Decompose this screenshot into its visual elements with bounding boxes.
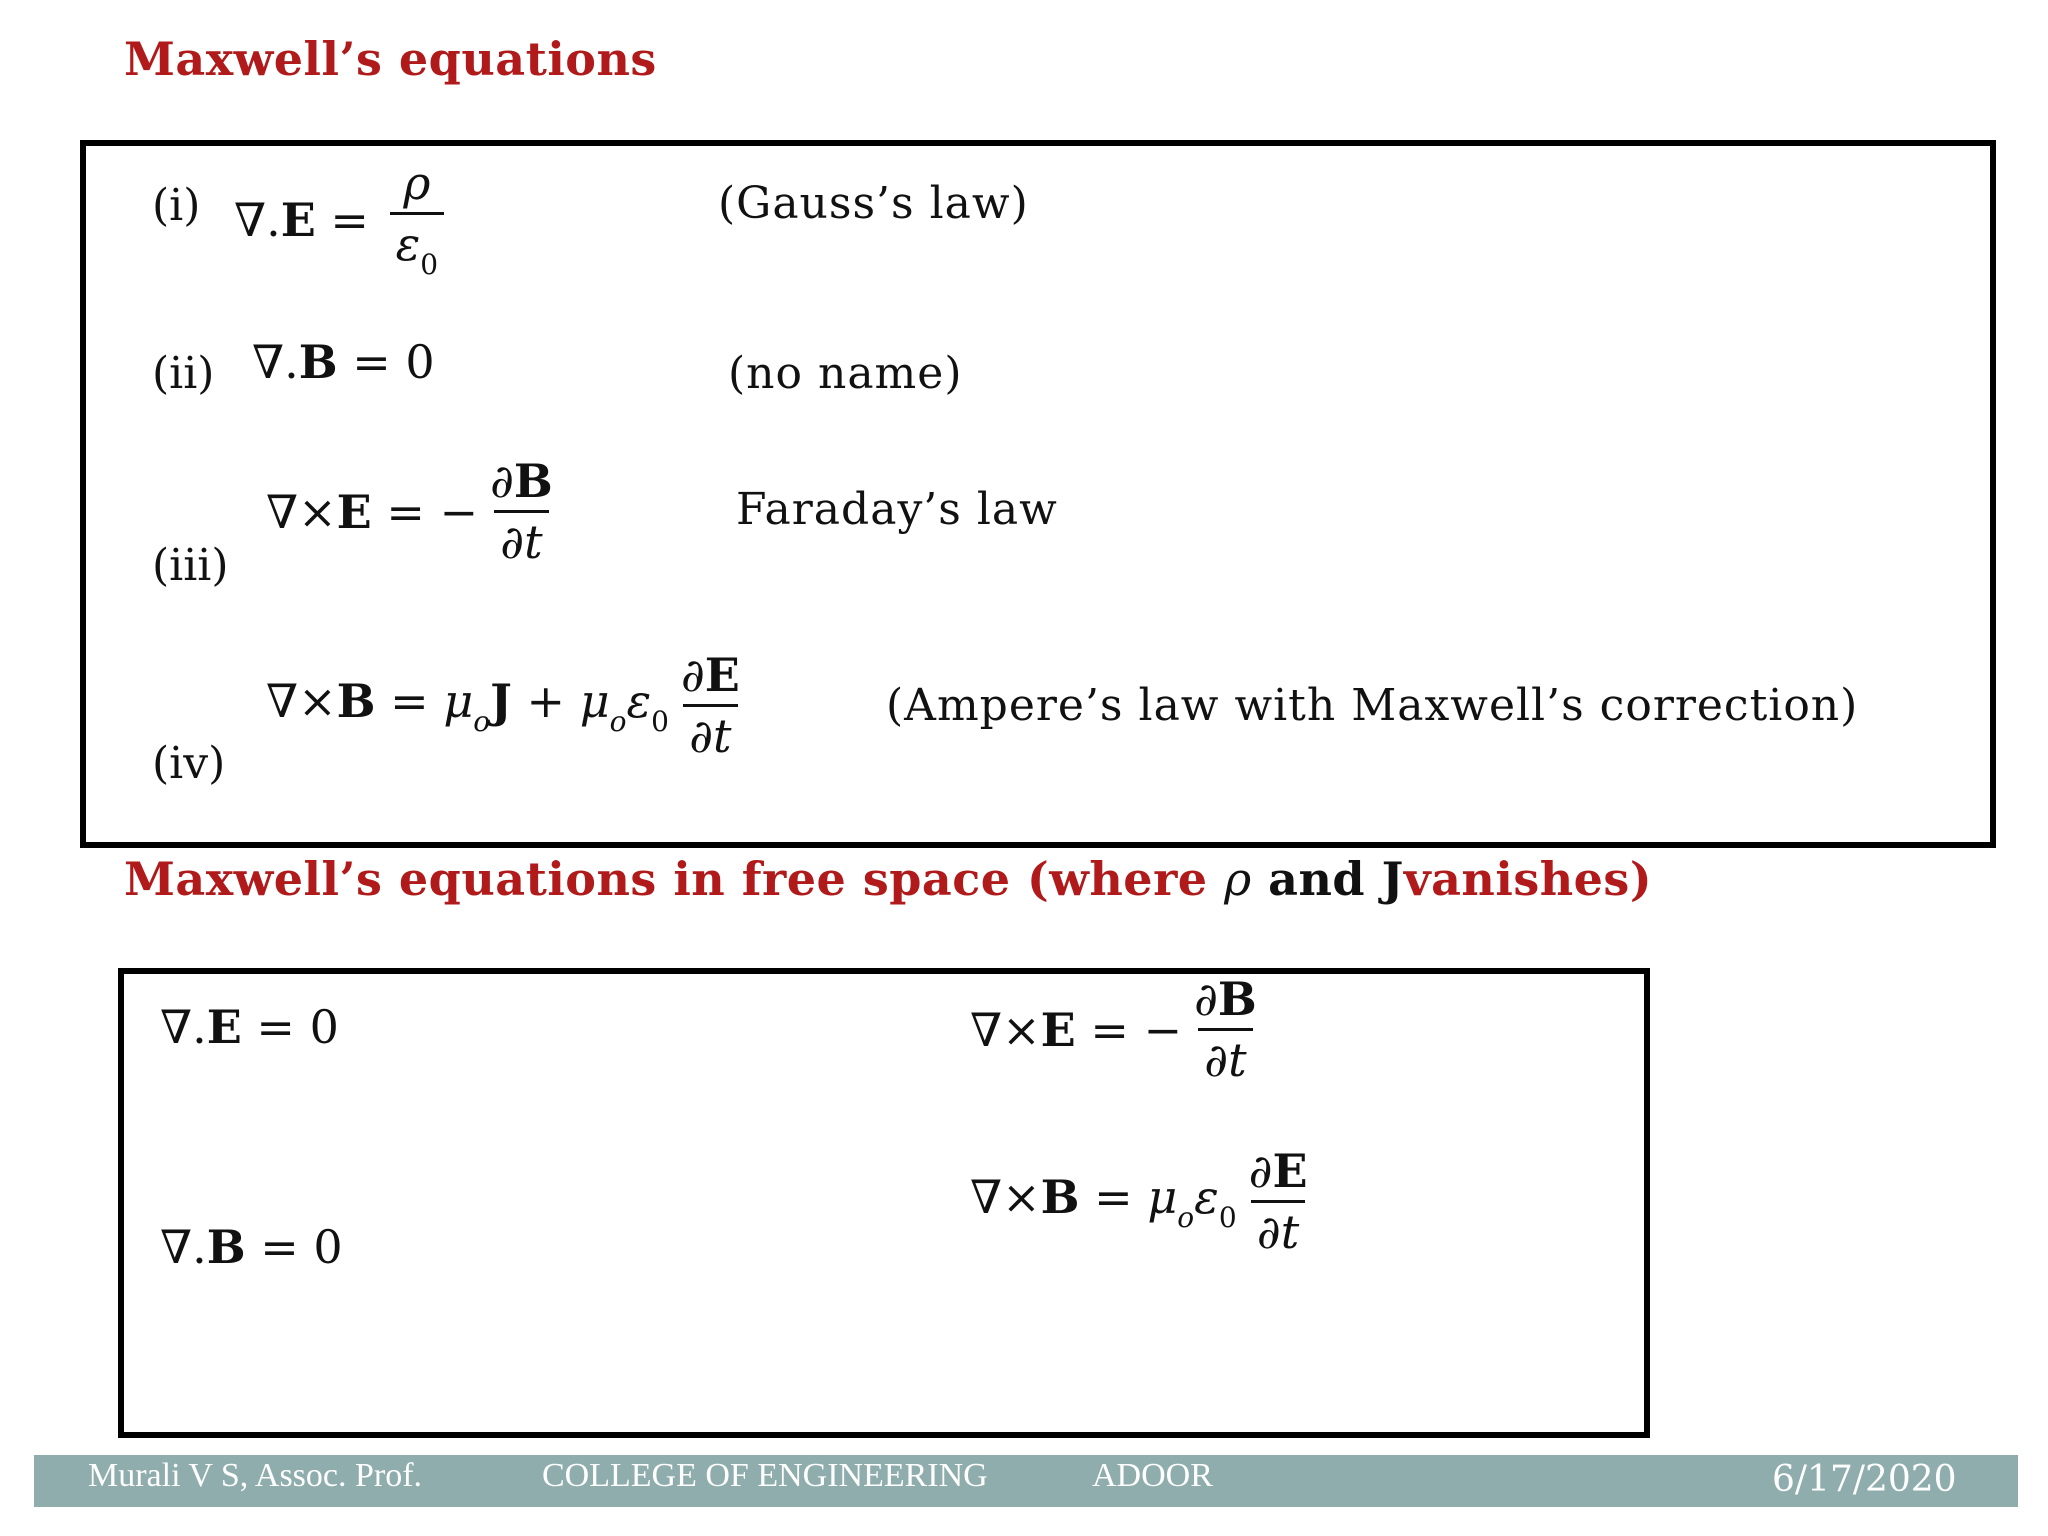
- footer-bar: [34, 1455, 2018, 1507]
- footer-place: ADOOR: [1092, 1457, 1213, 1494]
- free-space-heading-text: Maxwell’s equations in free space (where: [124, 852, 1208, 906]
- free-space-heading-end: vanishes): [1403, 852, 1653, 906]
- eq2-label: (ii): [152, 348, 215, 399]
- free-space-box: [118, 968, 1650, 1438]
- slide-title: Maxwell’s equations: [124, 32, 657, 86]
- free-div-e-equation: ∇.E = 0: [160, 1000, 339, 1054]
- faraday-equation: ∇×E = − $\frac{\partial B}{\partial t}$: [266, 454, 553, 569]
- and-word: and: [1268, 852, 1366, 906]
- j-symbol: J: [1381, 852, 1404, 906]
- eq4-label: (iv): [152, 738, 226, 789]
- eq3-label: (iii): [152, 540, 229, 591]
- footer-date: 6/17/2020: [1772, 1459, 1957, 1500]
- eq4-note: (Ampere’s law with Maxwell’s correction): [886, 680, 1859, 731]
- eq1-note: (Gauss’s law): [718, 178, 1029, 229]
- free-curl-b-equation: $\nabla\times B = \mu_o\varepsilon_0$ $\frac{\partial E}{\partial t}$: [970, 1144, 1308, 1259]
- eq3-note: Faraday’s law: [736, 484, 1058, 535]
- eq1-label: (i): [152, 180, 201, 231]
- ampere-equation: $\nabla\times B = \mu_oJ + \mu_o\varepsilon_0$ $\frac{\partial E}{\partial t}$: [266, 648, 740, 763]
- footer-college: COLLEGE OF ENGINEERING: [542, 1457, 988, 1494]
- gauss-magnetism-equation: ∇.B = 0: [252, 335, 435, 389]
- footer-author: Murali V S, Assoc. Prof.: [88, 1457, 423, 1494]
- rho-symbol: ρ: [1224, 852, 1252, 906]
- free-space-heading: [124, 852, 1652, 906]
- eq2-note: (no name): [728, 348, 963, 399]
- gauss-equation: ∇.E = $\frac{\rho}{\varepsilon_0}$: [234, 160, 450, 279]
- free-curl-e-equation: ∇×E = − $\frac{\partial B}{\partial t}$: [970, 972, 1257, 1087]
- free-div-b-equation: ∇.B = 0: [160, 1220, 343, 1274]
